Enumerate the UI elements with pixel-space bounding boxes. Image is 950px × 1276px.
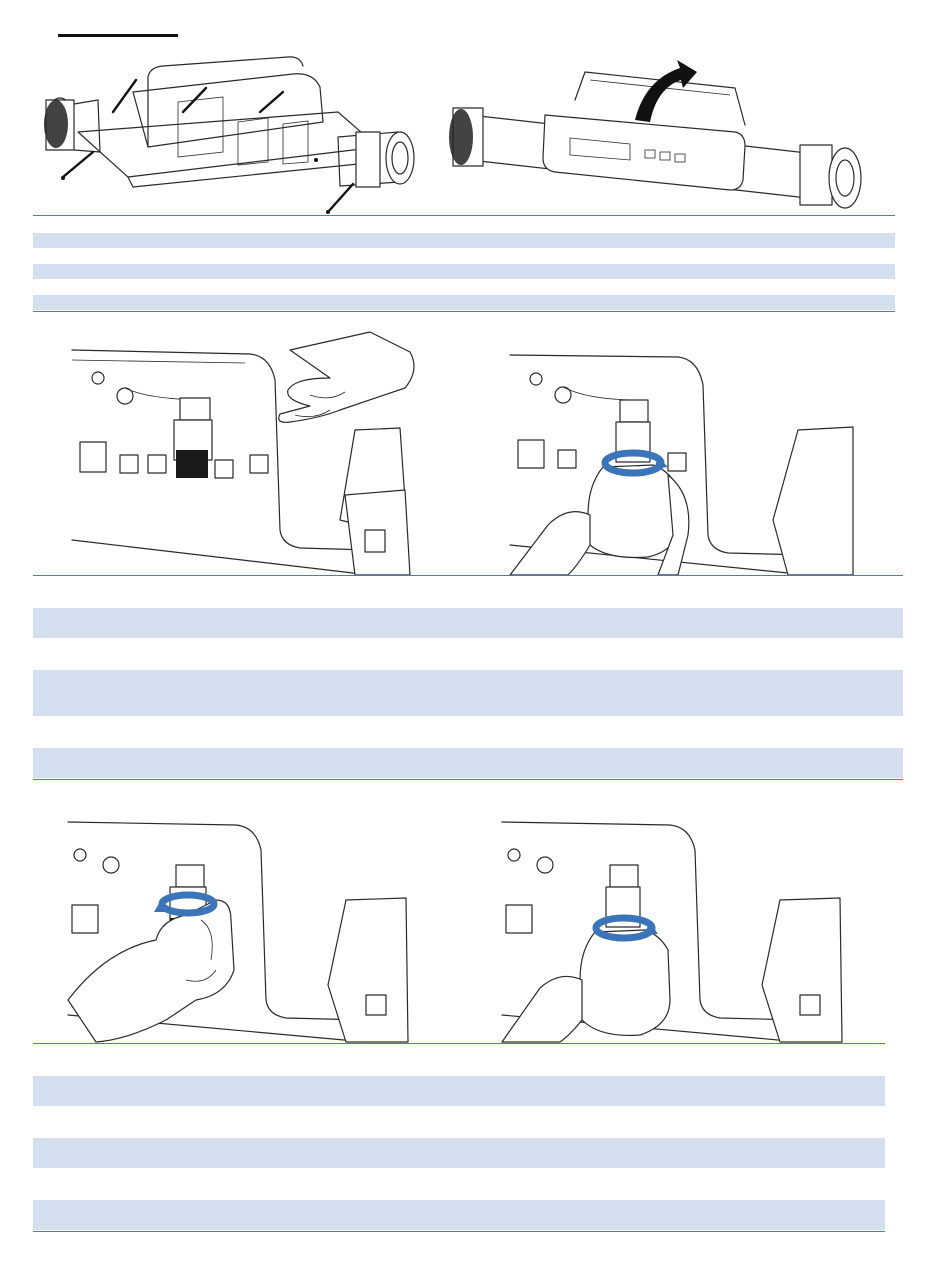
bottle-fit-illustration — [508, 345, 858, 575]
text-band-5 — [33, 670, 903, 716]
text-band-8 — [33, 1138, 885, 1168]
rule-2 — [33, 311, 895, 312]
press-sensor-illustration — [70, 330, 420, 575]
rule-6 — [33, 1231, 885, 1232]
text-band-3 — [33, 295, 895, 310]
rule-5 — [33, 1043, 885, 1044]
text-band-9 — [33, 1200, 885, 1230]
rule-4 — [33, 779, 903, 780]
unit-lid-open-illustration — [445, 60, 865, 220]
text-band-4 — [33, 608, 903, 638]
section-heading-underline — [58, 34, 178, 37]
bottle-screw-illustration — [500, 820, 845, 1045]
rule-1 — [33, 215, 895, 216]
text-band-2 — [33, 264, 895, 279]
text-band-7 — [33, 1076, 885, 1106]
text-band-1 — [33, 233, 895, 248]
rule-3 — [33, 575, 903, 576]
text-band-6 — [33, 748, 903, 778]
unit-screws-illustration — [38, 52, 418, 217]
cap-turn-illustration — [66, 820, 411, 1045]
